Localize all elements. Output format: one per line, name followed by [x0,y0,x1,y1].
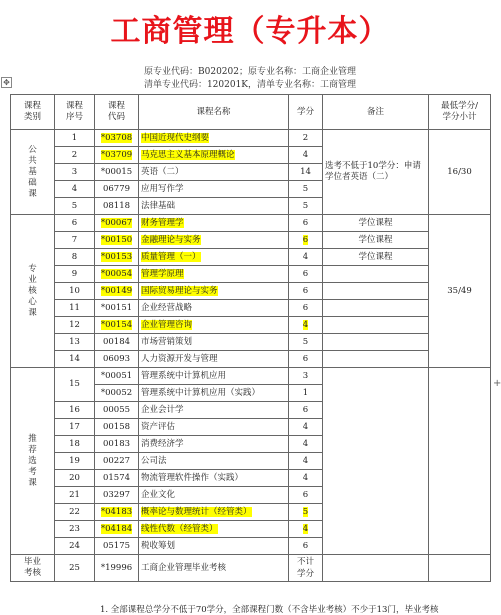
course-code: *04183 [95,504,139,521]
course-name: 税收筹划 [139,538,289,555]
table-row [11,232,491,249]
remark-cell: 学位课程 [323,249,429,266]
course-code: 06779 [95,181,139,198]
course-code: *00054 [95,266,139,283]
subtotal-cell: 16/30 [429,130,491,215]
course-name: 英语（二） [139,164,289,181]
remark-cell [323,283,429,300]
course-name: 概率论与数理统计（经管类） [139,504,289,521]
page-title: 工商管理（专升本） [110,14,390,49]
course-code: 08118 [95,198,139,215]
table-row [11,266,491,283]
course-credit: 4 [289,453,323,470]
course-credit: 6 [289,283,323,300]
course-credit: 4 [289,470,323,487]
category-cell: 推 荐 选 考 课 [11,368,55,555]
course-name: 管理学原理 [139,266,289,283]
course-credit: 2 [289,130,323,147]
remark-cell: 选考不低于10学分：申请学位者英语（二） [323,130,429,215]
table-header-row [11,95,491,130]
course-name: 资产评估 [139,419,289,436]
table-move-handle-icon[interactable]: ✥ [1,77,12,88]
course-name: 人力资源开发与管理 [139,351,289,368]
course-code: *03709 [95,147,139,164]
course-name: 企业管理咨询 [139,317,289,334]
category-cell: 公 共 基 础 课 [11,130,55,215]
course-name: 企业文化 [139,487,289,504]
header-cell: 课程 序号 [55,95,95,130]
course-code: *04184 [95,521,139,538]
course-code: 00055 [95,402,139,419]
course-name: 中国近现代史纲要 [139,130,289,147]
course-number: 15 [55,368,95,402]
course-code: 03297 [95,487,139,504]
course-name: 管理系统中计算机应用（实践） [139,385,289,402]
table-row [11,334,491,351]
course-number: 3 [55,164,95,181]
course-code: 05175 [95,538,139,555]
course-credit: 6 [289,266,323,283]
table-row [11,351,491,368]
course-number: 9 [55,266,95,283]
course-credit: 不计 学分 [289,555,323,582]
course-credit: 5 [289,504,323,521]
course-code: 01574 [95,470,139,487]
table-row [11,249,491,266]
course-name: 企业会计学 [139,402,289,419]
course-credit: 4 [289,521,323,538]
course-code: *00052 [95,385,139,402]
remark-cell [323,300,429,317]
course-name: 国际贸易理论与实务 [139,283,289,300]
remark-cell: 学位课程 [323,215,429,232]
subtotal-cell [429,555,491,582]
course-number: 16 [55,402,95,419]
course-name: 应用写作学 [139,181,289,198]
course-credit: 6 [289,232,323,249]
course-number: 17 [55,419,95,436]
table-row [11,215,491,232]
course-number: 7 [55,232,95,249]
course-credit: 1 [289,385,323,402]
course-name: 质量管理（一） [139,249,289,266]
course-credit: 4 [289,317,323,334]
course-name: 物流管理软件操作（实践） [139,470,289,487]
course-name: 金融理论与实务 [139,232,289,249]
cursor-marker-icon: + [493,378,501,389]
table-row [11,368,491,385]
course-number: 19 [55,453,95,470]
course-code: *00015 [95,164,139,181]
remark-cell [323,266,429,283]
course-number: 5 [55,198,95,215]
course-code: *00153 [95,249,139,266]
course-name: 线性代数（经管类） [139,521,289,538]
category-cell: 毕业 考核 [11,555,55,582]
remark-cell [323,334,429,351]
course-credit: 4 [289,436,323,453]
course-number: 2 [55,147,95,164]
course-name: 工商企业管理毕业考核 [139,555,289,582]
course-code: *00150 [95,232,139,249]
course-name: 企业经营战略 [139,300,289,317]
course-name: 公司法 [139,453,289,470]
header-cell: 学分 [289,95,323,130]
course-credit: 6 [289,487,323,504]
course-table [10,94,491,582]
course-code: 00158 [95,419,139,436]
course-number: 24 [55,538,95,555]
course-number: 23 [55,521,95,538]
subtitle-original-major: 原专业代码：B020202；原专业名称：工商企业管理 [144,67,356,77]
course-code: *00154 [95,317,139,334]
header-cell: 最低学分/ 学分小计 [429,95,491,130]
remark-cell [323,317,429,334]
course-code: 00227 [95,453,139,470]
course-number: 4 [55,181,95,198]
course-credit: 6 [289,402,323,419]
header-cell: 备注 [323,95,429,130]
header-cell: 课程 类别 [11,95,55,130]
course-credit: 5 [289,181,323,198]
course-credit: 4 [289,249,323,266]
category-cell: 专 业 核 心 课 [11,215,55,368]
remark-cell [323,351,429,368]
course-number: 21 [55,487,95,504]
header-cell: 课程 代码 [95,95,139,130]
course-name: 马克思主义基本原理概论 [139,147,289,164]
course-credit: 14 [289,164,323,181]
remark-cell [323,555,429,582]
course-code: 06093 [95,351,139,368]
course-code: 00184 [95,334,139,351]
course-number: 11 [55,300,95,317]
course-number: 20 [55,470,95,487]
header-cell: 课程名称 [139,95,289,130]
course-credit: 4 [289,419,323,436]
course-code: 00183 [95,436,139,453]
table-row [11,283,491,300]
course-number: 22 [55,504,95,521]
footer-note: 1. 全部课程总学分不低于70学分，全部课程门数（不含毕业考核）不少于13门，毕业考核 [100,605,439,615]
subtotal-cell: 35/49 [429,215,491,368]
subtotal-cell [429,368,491,555]
course-credit: 6 [289,300,323,317]
course-number: 6 [55,215,95,232]
remark-cell [323,368,429,555]
course-credit: 3 [289,368,323,385]
course-number: 12 [55,317,95,334]
course-number: 8 [55,249,95,266]
course-number: 25 [55,555,95,582]
remark-cell: 学位课程 [323,232,429,249]
course-number: 13 [55,334,95,351]
table-row [11,300,491,317]
course-number: 10 [55,283,95,300]
course-name: 消费经济学 [139,436,289,453]
course-number: 14 [55,351,95,368]
course-credit: 5 [289,198,323,215]
course-credit: 6 [289,538,323,555]
table-row [11,130,491,147]
subtitle-list-major: 清单专业代码：120201K，清单专业名称：工商管理 [143,80,357,90]
course-code: *03708 [95,130,139,147]
course-credit: 6 [289,215,323,232]
table-row [11,317,491,334]
course-number: 18 [55,436,95,453]
course-credit: 4 [289,147,323,164]
course-code: *19996 [95,555,139,582]
course-code: *00067 [95,215,139,232]
course-code: *00151 [95,300,139,317]
course-code: *00051 [95,368,139,385]
course-number: 1 [55,130,95,147]
course-credit: 6 [289,351,323,368]
course-name: 法律基础 [139,198,289,215]
course-credit: 5 [289,334,323,351]
course-name: 管理系统中计算机应用 [139,368,289,385]
course-name: 财务管理学 [139,215,289,232]
course-name: 市场营销策划 [139,334,289,351]
course-code: *00149 [95,283,139,300]
table-row [11,555,491,582]
